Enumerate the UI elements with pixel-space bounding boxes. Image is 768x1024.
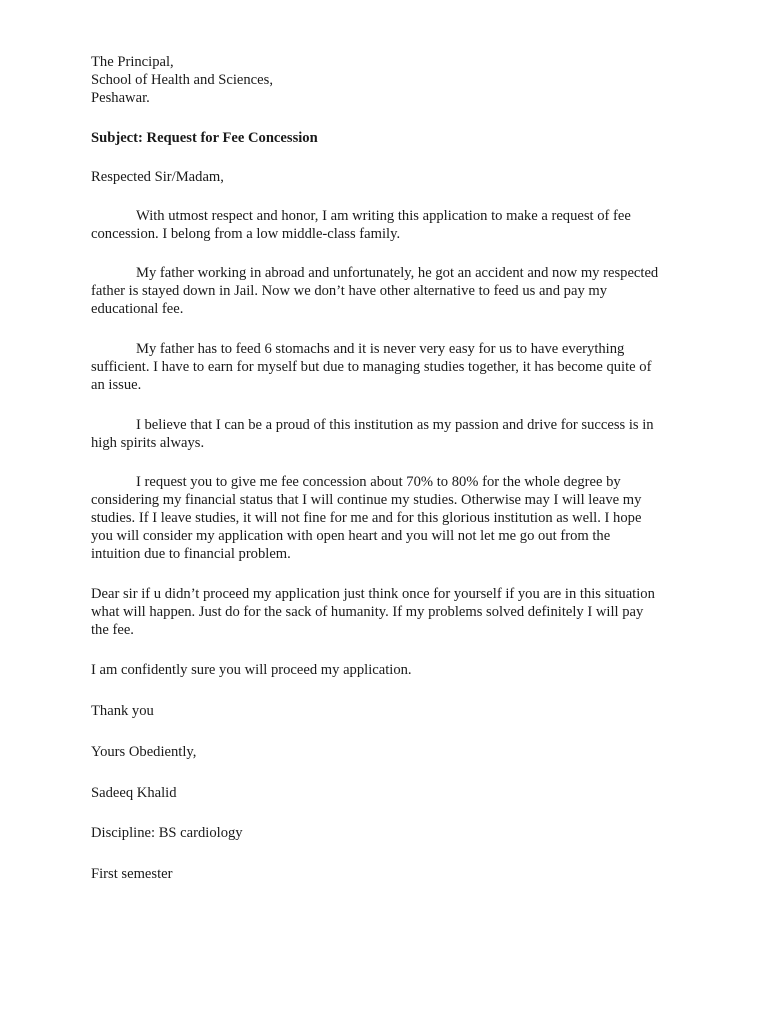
- salutation: Respected Sir/Madam,: [91, 169, 224, 185]
- sender-discipline: Discipline: BS cardiology: [91, 825, 243, 841]
- recipient-city: Peshawar.: [91, 90, 150, 106]
- sender-name: Sadeeq Khalid: [91, 785, 177, 801]
- paragraph-appeal: Dear sir if u didn’t proceed my application just think once for yourself if you are in this situation what will happen. Just do for the sack of humanity. If my problems solved definitely I will pay the fee.: [91, 586, 655, 638]
- recipient-address: [91, 53, 686, 107]
- recipient-title: The Principal,: [91, 54, 174, 70]
- closing-thanks: Thank you: [91, 703, 154, 719]
- sender-semester: First semester: [91, 866, 173, 882]
- closing-confidence: I am confidently sure you will proceed my application.: [91, 662, 412, 678]
- paragraph-intro: With utmost respect and honor, I am writing this application to make a request of fee concession. I belong from a low middle-class family.: [91, 208, 631, 242]
- paragraph-father-situation: My father working in abroad and unfortunately, he got an accident and now my respected father is stayed down in Jail. Now we don’t have other alternative to feed us and pay my educational fee.: [91, 265, 659, 317]
- subject-line: Subject: Request for Fee Concession: [91, 130, 318, 146]
- recipient-institution: School of Health and Sciences,: [91, 72, 273, 88]
- paragraph-request: I request you to give me fee concession about 70% to 80% for the whole degree by considering my financial status that I will continue my studies. Otherwise may I will leave my studies. If I leave studies, it will not fine for me and for this glorious institution as well. I hope you will consider my application with open heart and you will not let me go out from the intuition due to financial problem.: [91, 474, 642, 562]
- closing-signoff: Yours Obediently,: [91, 744, 197, 760]
- letter-body: [91, 53, 686, 883]
- paragraph-belief: I believe that I can be a proud of this institution as my passion and drive for success is in high spirits always.: [91, 417, 654, 451]
- paragraph-family-needs: My father has to feed 6 stomachs and it is never very easy for us to have everything sufficient. I have to earn for myself but due to managing studies together, it has become quite of an issue.: [91, 341, 652, 393]
